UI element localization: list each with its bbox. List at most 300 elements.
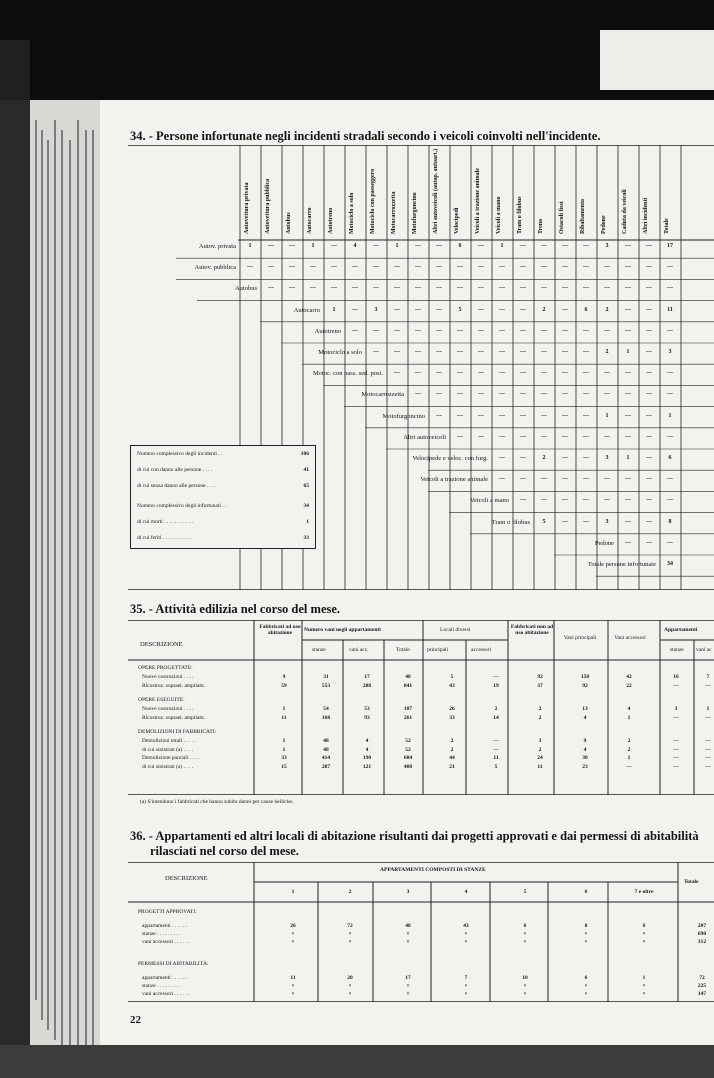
t36-cell: 6: [584, 975, 588, 981]
t34-cell: —: [646, 518, 652, 525]
t36-cell: ×: [523, 939, 527, 945]
t35-cell: 22: [626, 682, 632, 689]
t34-cell: —: [667, 539, 673, 546]
t34-cell: —: [541, 433, 547, 440]
t35-row-label: Nuove costruzioni . . . .: [142, 674, 194, 680]
t34-cell: —: [541, 370, 547, 377]
t35-h-fabbricati-uso: Fabbricati ad uso abitazione: [259, 624, 301, 636]
t34-row-label: Autov. pubblica: [194, 264, 236, 272]
t34-col-15: Ostacoli fissi: [559, 201, 565, 234]
t34-col-4: Autotreno: [328, 207, 334, 234]
t34-cell: —: [562, 455, 568, 461]
t35-cell: —: [705, 763, 711, 770]
t36-h-group: APPARTAMENTI COMPOSTI DI STANZE: [380, 867, 486, 873]
t34-cell: —: [436, 412, 442, 419]
t35-cell: 287: [321, 763, 331, 770]
t35-cell: —: [673, 763, 679, 770]
t34-summary-label: di cui feriti . . . . . . . . . . .: [137, 535, 192, 541]
t35-cell: 4: [583, 714, 587, 721]
t36-cell: ×: [642, 931, 646, 937]
t35-cell: —: [493, 738, 499, 744]
t36-cell: 1: [642, 975, 646, 981]
t35-h-app-stanze: stanze: [670, 647, 684, 653]
t35-cell: 553: [321, 682, 331, 689]
t34-row-label: Motociclo a solo: [318, 349, 362, 356]
t36-row-label: stanze . . . . . . . . .: [142, 931, 181, 937]
t35-cell: —: [493, 674, 499, 680]
t34-cell: —: [667, 264, 673, 271]
t35-cell: 30: [582, 755, 588, 761]
t34-cell: —: [562, 476, 568, 483]
t34-cell: —: [499, 412, 505, 419]
t34-cell: 3: [374, 306, 378, 313]
t34-cell: —: [394, 349, 400, 355]
t34-col-9: Altri autoveicoli (autop. autoart.): [433, 148, 439, 234]
t34-cell: —: [667, 433, 673, 440]
t35-cell: 2: [538, 706, 542, 712]
t34-cell: —: [541, 327, 547, 334]
t35-cell: 604: [403, 755, 413, 761]
t34-cell: —: [604, 497, 610, 504]
t34-cell: 1: [626, 455, 630, 461]
t34-row-label: Velocipede e veloc. con furg.: [412, 455, 488, 462]
t34-cell: —: [583, 370, 589, 377]
t34-cell: 3: [668, 349, 672, 355]
t35-cell: 2: [627, 746, 631, 753]
t35-cell: 33: [281, 755, 287, 761]
t34-cell: —: [520, 433, 526, 440]
t34-cell: —: [541, 264, 547, 271]
t34-cell: —: [415, 306, 421, 313]
t36-row-label: vani accessori . . . . . .: [142, 991, 190, 997]
t34-cell: 1: [668, 412, 672, 419]
t34-cell: —: [667, 370, 673, 377]
t36-cell: ×: [642, 983, 646, 989]
t35-cell: 13: [582, 706, 588, 712]
t35-h-appartamenti: Appartamenti: [664, 627, 698, 633]
t35-cell: 43: [449, 682, 455, 689]
t34-cell: —: [646, 433, 652, 440]
t34-col-0: Autovettura privata: [244, 182, 250, 234]
t34-cell: 1: [500, 243, 504, 249]
t34-cell: —: [667, 476, 673, 483]
t35-cell: 31: [323, 674, 329, 680]
t34-cell: —: [373, 327, 379, 334]
t36-cell: ×: [464, 931, 468, 937]
t34-cell: —: [478, 264, 484, 271]
t34-cell: —: [562, 370, 568, 377]
t34-cell: —: [373, 243, 379, 249]
table36-title-line2: rilasciati nel corso del mese.: [150, 844, 299, 858]
t34-cell: —: [667, 327, 673, 334]
t35-cell: 23: [582, 763, 588, 770]
t36-cell: 225: [697, 983, 707, 989]
t36-h-descrizione: DESCRIZIONE: [165, 875, 208, 882]
t34-summary-value: 41: [303, 467, 309, 473]
t36-cell: ×: [523, 931, 527, 937]
t34-cell: —: [478, 433, 484, 440]
t35-cell: —: [673, 714, 679, 721]
t34-cell: —: [331, 243, 337, 249]
t34-row-label: Veicoli a mano: [470, 497, 509, 505]
t34-cell: —: [457, 349, 463, 355]
t35-cell: 5: [450, 674, 454, 680]
t34-cell: —: [541, 285, 547, 292]
t34-cell: 11: [667, 306, 673, 313]
t35-cell: —: [705, 755, 711, 761]
t34-cell: 17: [667, 243, 673, 249]
t36-cell: 11: [290, 975, 296, 981]
t34-cell: —: [415, 391, 421, 398]
t34-row-label: Veicoli a trazione animale: [420, 476, 488, 484]
t35-cell: 2: [627, 738, 631, 744]
t34-cell: 3: [605, 243, 609, 249]
t34-cell: —: [583, 264, 589, 271]
t35-row-label: Demolizione parziali . . . .: [142, 755, 200, 761]
t34-cell: —: [520, 306, 526, 313]
t34-cell: —: [520, 349, 526, 355]
t34-cell: —: [646, 539, 652, 546]
t34-col-2: Autobus: [286, 212, 292, 234]
t35-cell: 44: [449, 755, 455, 761]
t34-cell: —: [625, 476, 631, 483]
t36-cell: ×: [291, 931, 295, 937]
t36-cell: 690: [697, 931, 707, 937]
t34-cell: —: [541, 476, 547, 483]
t34-cell: —: [520, 243, 526, 249]
t35-row-label: di cui sinistrati (a) . . . .: [142, 763, 194, 770]
t34-cell: —: [394, 327, 400, 334]
t34-cell: —: [541, 391, 547, 398]
t34-cell: —: [289, 264, 295, 271]
t34-summary-value: 106: [300, 451, 309, 457]
t34-cell: —: [604, 370, 610, 377]
t34-cell: —: [604, 391, 610, 398]
t34-cell: —: [520, 264, 526, 271]
t34-cell: —: [499, 476, 505, 483]
t35-cell: 3: [674, 706, 678, 712]
t34-cell: —: [625, 391, 631, 398]
t35-cell: 1: [282, 738, 286, 744]
t34-row-label: Autocarro: [293, 306, 320, 314]
t34-cell: —: [520, 285, 526, 292]
t34-cell: —: [436, 391, 442, 398]
t34-col-16: Ribaltamento: [580, 199, 586, 234]
t34-cell: —: [604, 476, 610, 483]
t34-col-3: Autocarro: [307, 207, 313, 234]
t34-cell: —: [499, 306, 505, 313]
t35-cell: 19: [493, 682, 499, 689]
t34-cell: —: [373, 349, 379, 355]
t34-cell: —: [625, 539, 631, 546]
t35-cell: 37: [537, 682, 543, 689]
t34-cell: —: [478, 306, 484, 313]
t35-cell: —: [673, 682, 679, 689]
t34-row-label: Altri autoveicoli: [403, 433, 446, 441]
t36-section-label: PERMESSI DI ABITABILITÀ:: [138, 961, 209, 967]
table34-summary-box: [130, 445, 316, 549]
t34-col-5: Motociclo a solo: [349, 192, 355, 234]
t34-cell: —: [625, 412, 631, 419]
t34-cell: —: [268, 243, 274, 249]
t34-cell: —: [646, 264, 652, 271]
t36-col-head: 7 e oltre: [634, 889, 654, 895]
t34-row-label: Totale persone infortunate: [587, 561, 656, 568]
t34-col-7: Motocarrozzetta: [391, 191, 397, 234]
t34-cell: —: [583, 518, 589, 525]
t35-row-label: Ricostruz. soprael. ampliam.: [142, 714, 206, 721]
t35-cell: 52: [405, 746, 411, 753]
t34-cell: —: [436, 285, 442, 292]
t36-cell: ×: [406, 939, 410, 945]
t35-cell: 33: [449, 714, 455, 721]
t34-cell: —: [499, 455, 505, 461]
t36-col-head: 4: [464, 889, 468, 895]
t34-col-19: Altri incidenti: [643, 197, 649, 234]
t34-cell: —: [394, 306, 400, 313]
t35-cell: 7: [706, 674, 710, 680]
t35-h-accessori: accessori: [471, 647, 492, 653]
t34-row-label: Autov. privata: [198, 243, 236, 250]
t34-cell: —: [415, 349, 421, 355]
t34-cell: —: [562, 433, 568, 440]
t34-cell: —: [604, 264, 610, 271]
t35-cell: 48: [323, 738, 329, 744]
t34-cell: —: [478, 243, 484, 249]
t34-cell: —: [478, 327, 484, 334]
t36-cell: 6: [642, 923, 646, 929]
t36-cell: 312: [697, 939, 707, 945]
t34-cell: —: [247, 264, 253, 271]
t34-cell: —: [646, 349, 652, 355]
t35-cell: 107: [403, 706, 413, 712]
t35-cell: 841: [403, 682, 413, 689]
t34-cell: —: [667, 497, 673, 504]
t34-cell: —: [583, 327, 589, 334]
t34-row-label: Pedone: [594, 539, 614, 547]
t34-cell: —: [394, 285, 400, 292]
t34-row-label: Motoc. con pass. sed. post.: [312, 370, 383, 378]
t34-cell: —: [289, 243, 295, 249]
t35-cell: 2: [450, 738, 454, 744]
t35-cell: 93: [364, 714, 370, 721]
t34-cell: —: [520, 412, 526, 419]
t34-col-8: Motofurgoncino: [412, 192, 418, 234]
t36-col-head: 3: [406, 889, 410, 895]
t35-cell: 5: [494, 763, 498, 770]
t34-row-label: Autotreno: [314, 327, 341, 335]
t34-cell: —: [562, 391, 568, 398]
t34-cell: 6: [458, 243, 462, 249]
t34-cell: 8: [668, 518, 672, 525]
page-number: 22: [130, 1014, 141, 1026]
t35-h-fabbricati-non: Fabbricati non ad uso abitazione: [510, 624, 554, 636]
t34-cell: —: [604, 327, 610, 334]
t36-section-label: PROGETTI APPROVATI:: [138, 909, 197, 915]
t36-cell: 6: [523, 923, 527, 929]
t34-summary-value: 65: [303, 483, 309, 489]
t36-cell: 48: [405, 923, 411, 929]
t35-cell: 48: [323, 746, 329, 753]
t34-col-17: Pedone: [601, 215, 607, 234]
t34-cell: —: [394, 264, 400, 271]
t34-cell: —: [541, 412, 547, 419]
t36-cell: ×: [642, 939, 646, 945]
t36-cell: ×: [348, 983, 352, 989]
t34-cell: 6: [668, 455, 672, 461]
t34-cell: —: [520, 327, 526, 334]
t34-cell: —: [583, 243, 589, 249]
t35-cell: 21: [449, 763, 455, 770]
t34-cell: —: [478, 412, 484, 419]
t34-cell: —: [646, 455, 652, 461]
t36-cell: ×: [291, 983, 295, 989]
t36-col-head: 1: [291, 889, 295, 895]
t34-cell: —: [583, 497, 589, 504]
t35-cell: 1: [627, 755, 631, 761]
t35-cell: 408: [403, 763, 413, 770]
t35-section-label: DEMOLIZIONI DI FABBRICATI:: [138, 729, 217, 735]
t35-cell: 11: [281, 714, 287, 721]
t35-cell: —: [673, 755, 679, 761]
t36-cell: 8: [584, 923, 588, 929]
t34-cell: —: [352, 327, 358, 334]
t34-cell: —: [646, 476, 652, 483]
table36-grid: [128, 862, 714, 1002]
t36-cell: ×: [523, 991, 527, 997]
t35-section-label: OPERE PROGETTATE:: [138, 665, 193, 671]
t34-cell: —: [415, 243, 421, 249]
t34-cell: —: [520, 497, 526, 504]
t35-cell: —: [493, 746, 499, 753]
t34-cell: —: [457, 370, 463, 377]
t34-cell: 1: [605, 412, 609, 419]
paper-corner: [600, 30, 714, 90]
t34-cell: —: [268, 264, 274, 271]
t35-cell: 1: [706, 706, 710, 712]
t34-cell: —: [583, 476, 589, 483]
t36-cell: 147: [697, 991, 707, 997]
t34-row-label: Tram o filobus: [491, 518, 530, 526]
t34-cell: —: [436, 349, 442, 355]
t36-cell: ×: [406, 931, 410, 937]
t36-cell: ×: [348, 939, 352, 945]
t35-cell: 11: [493, 755, 499, 761]
t34-cell: —: [625, 433, 631, 440]
t34-col-1: Autovettura pubblica: [265, 178, 271, 234]
t35-cell: 14: [493, 714, 499, 721]
t35-h-vani-principali: Vani principali: [563, 635, 597, 641]
t36-row-label: vani accessori . . . . . .: [142, 939, 190, 945]
t34-col-12: Veicoli a mano: [496, 196, 502, 234]
t34-cell: —: [562, 349, 568, 355]
t34-col-13: Tram o filobus: [517, 196, 523, 234]
t34-cell: —: [499, 370, 505, 377]
t34-cell: —: [667, 391, 673, 398]
t35-cell: 4: [365, 746, 369, 753]
t34-cell: 1: [332, 306, 336, 313]
t35-cell: 121: [362, 763, 372, 770]
t35-cell: —: [705, 738, 711, 744]
t36-col-head: 6: [584, 889, 588, 895]
t35-cell: 17: [364, 674, 370, 680]
t34-cell: —: [646, 370, 652, 377]
t35-h-locali-group: Locali diversi: [440, 627, 471, 633]
t35-cell: 9: [583, 738, 587, 744]
t34-cell: —: [352, 306, 358, 313]
t36-cell: 20: [347, 975, 353, 981]
t35-h-vani-group: Numero vani negli appartamenti: [304, 627, 381, 633]
t36-cell: ×: [464, 983, 468, 989]
t35-h-totale: Totale: [396, 647, 410, 653]
t34-cell: —: [457, 327, 463, 334]
t36-cell: 72: [699, 975, 705, 981]
t36-row-label: appartamenti . . . . . .: [142, 923, 188, 929]
t34-cell: —: [562, 264, 568, 271]
t35-row-label: Demolizioni totali . . . . .: [142, 738, 196, 744]
t34-cell: 3: [605, 518, 609, 525]
t35-cell: 1: [282, 706, 286, 712]
t34-cell: 5: [458, 306, 462, 313]
t34-row-label: Motocarrozzetta: [361, 391, 404, 399]
t35-cell: 54: [323, 706, 329, 712]
t36-cell: ×: [464, 939, 468, 945]
t35-cell: 4: [365, 738, 369, 744]
t34-cell: —: [499, 349, 505, 355]
t34-cell: —: [646, 497, 652, 504]
table35-title: 35. - Attività edilizia nel corso del mese.: [130, 602, 341, 616]
t35-cell: 26: [449, 706, 455, 712]
t36-cell: ×: [291, 991, 295, 997]
t34-cell: —: [625, 285, 631, 292]
t34-cell: 2: [605, 306, 609, 313]
t34-cell: —: [457, 412, 463, 419]
t34-cell: —: [373, 264, 379, 271]
t34-cell: —: [331, 285, 337, 292]
t34-cell: —: [478, 370, 484, 377]
t34-cell: 2: [605, 349, 609, 355]
t34-summary-value: 1: [306, 519, 309, 525]
t34-cell: —: [415, 264, 421, 271]
t36-cell: ×: [464, 991, 468, 997]
t34-cell: —: [478, 391, 484, 398]
t34-cell: —: [394, 370, 400, 377]
t36-cell: 17: [405, 975, 411, 981]
t36-cell: ×: [291, 939, 295, 945]
t34-cell: 1: [311, 243, 315, 249]
t34-cell: —: [604, 433, 610, 440]
t34-cell: —: [457, 285, 463, 292]
t34-cell: 2: [542, 306, 546, 313]
t34-cell: 4: [353, 243, 357, 249]
t34-cell: —: [478, 349, 484, 355]
t35-cell: 2: [450, 746, 454, 753]
t36-cell: ×: [406, 983, 410, 989]
t34-summary-label: Numero complessivo degli infortunati . .: [137, 503, 227, 509]
t34-cell: —: [583, 391, 589, 398]
t34-cell: —: [646, 412, 652, 419]
t36-cell: 43: [463, 923, 469, 929]
t34-cell: —: [625, 518, 631, 525]
t34-cell: —: [457, 264, 463, 271]
t34-cell: —: [667, 285, 673, 292]
t34-cell: 3: [605, 455, 609, 461]
t34-cell: —: [352, 264, 358, 271]
t35-row-label: di cui sinistrati (a) . . . .: [142, 746, 194, 753]
t34-summary-value: 33: [303, 535, 309, 541]
t34-cell: —: [436, 306, 442, 313]
t34-cell: —: [562, 243, 568, 249]
